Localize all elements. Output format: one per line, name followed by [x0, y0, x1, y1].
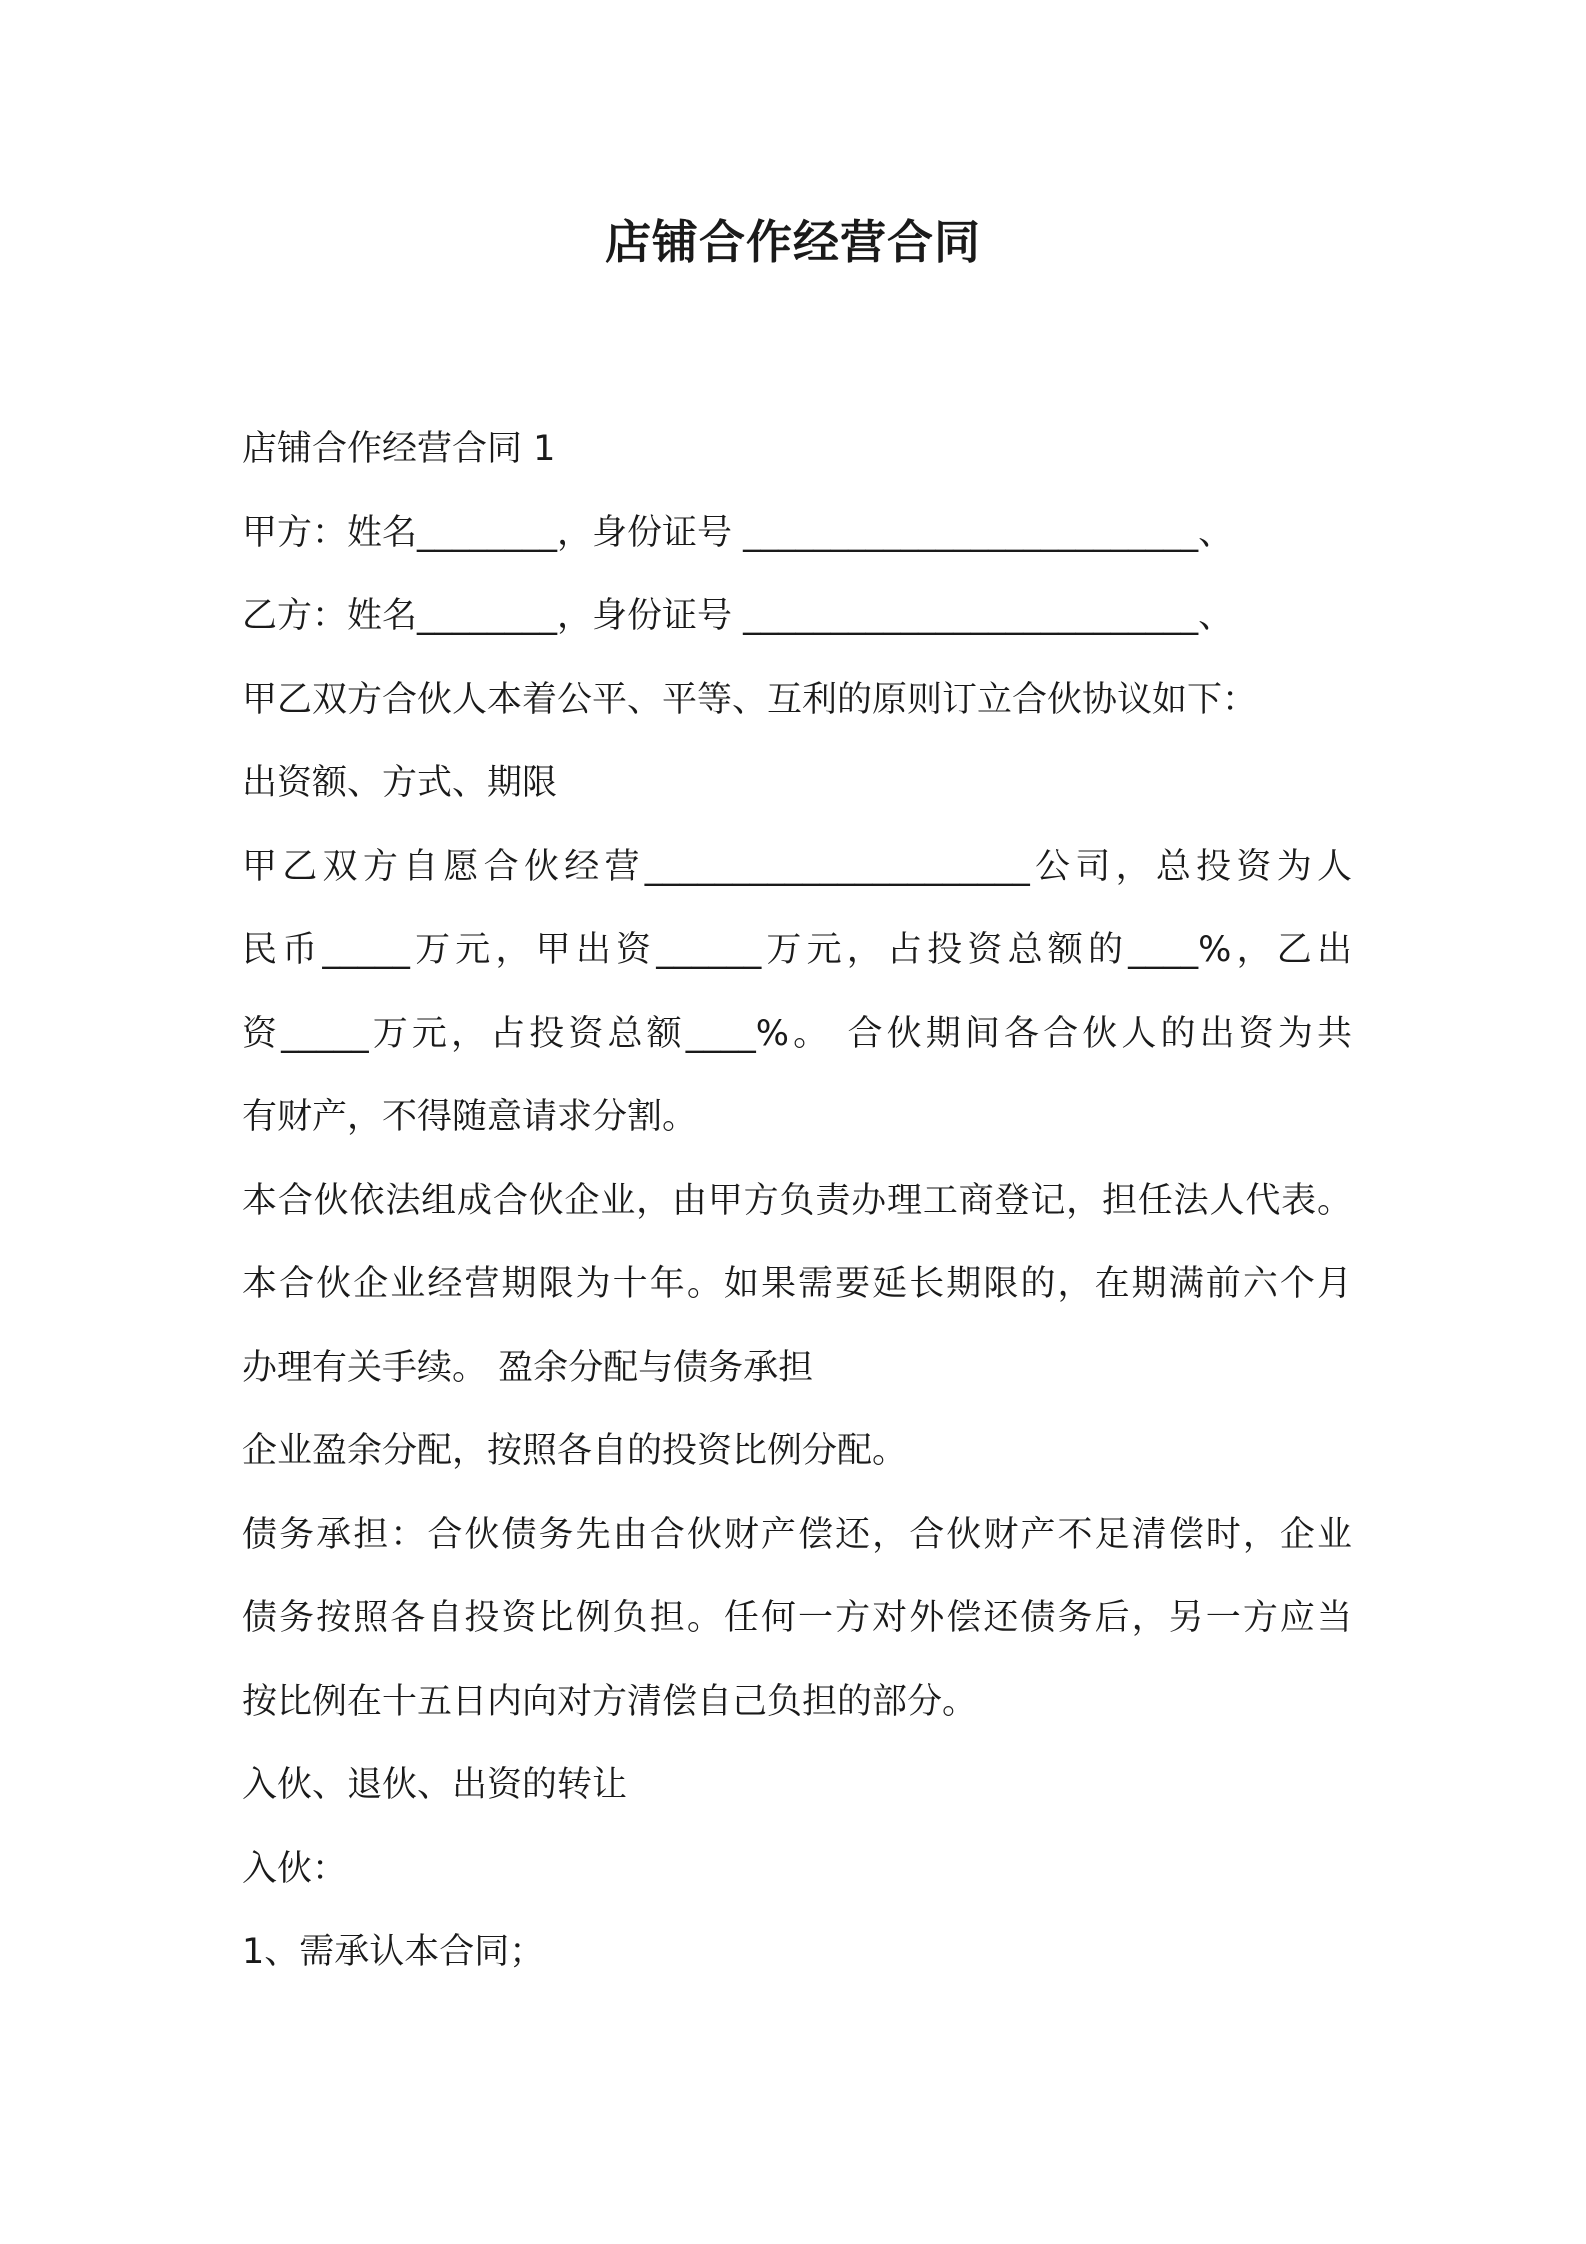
clause-heading: 出资额、方式、期限	[242, 763, 558, 803]
paragraph-line: 按比例在十五日内向对方清偿自己负担的部分。	[242, 1681, 978, 1722]
paragraph-line: 入伙：	[242, 1848, 348, 1889]
paragraph-line: 甲乙双方自愿合伙经营______________________公司，总投资为人	[242, 846, 1352, 887]
paragraph-line: 办理有关手续。 盈余分配与债务承担	[242, 1347, 814, 1388]
party-a-line: 甲方：姓名________，身份证号 __________________________、	[242, 512, 1234, 553]
paragraph-line: 本合伙依法组成合伙企业，由甲方负责办理工商登记，担任法人代表。	[242, 1180, 1352, 1221]
list-item: 1、需承认本合同；	[242, 1932, 545, 1972]
document-title: 店铺合作经营合同	[605, 215, 981, 269]
paragraph-line: 企业盈余分配，按照各自的投资比例分配。	[242, 1431, 908, 1471]
paragraph-line: 民币_____万元，甲出资______万元，占投资总额的____%，乙出	[242, 930, 1352, 970]
document-body	[242, 408, 1352, 1995]
paragraph-line: 债务承担：合伙债务先由合伙财产偿还，合伙财产不足清偿时，企业	[242, 1514, 1352, 1555]
clause-heading: 入伙、退伙、出资的转让	[242, 1765, 628, 1805]
section-heading: 店铺合作经营合同 1	[242, 429, 556, 469]
party-b-line: 乙方：姓名________，身份证号 __________________________、	[242, 596, 1234, 636]
paragraph-line: 资_____万元，占投资总额____%。 合伙期间各合伙人的出资为共	[242, 1013, 1352, 1054]
paragraph-line: 有财产，不得随意请求分割。	[242, 1097, 698, 1137]
paragraph-line: 本合伙企业经营期限为十年。如果需要延长期限的，在期满前六个月	[242, 1264, 1352, 1304]
paragraph-line: 债务按照各自投资比例负担。任何一方对外偿还债务后，另一方应当	[242, 1598, 1352, 1638]
agreement-intro: 甲乙双方合伙人本着公平、平等、互利的原则订立合伙协议如下：	[242, 679, 1258, 720]
